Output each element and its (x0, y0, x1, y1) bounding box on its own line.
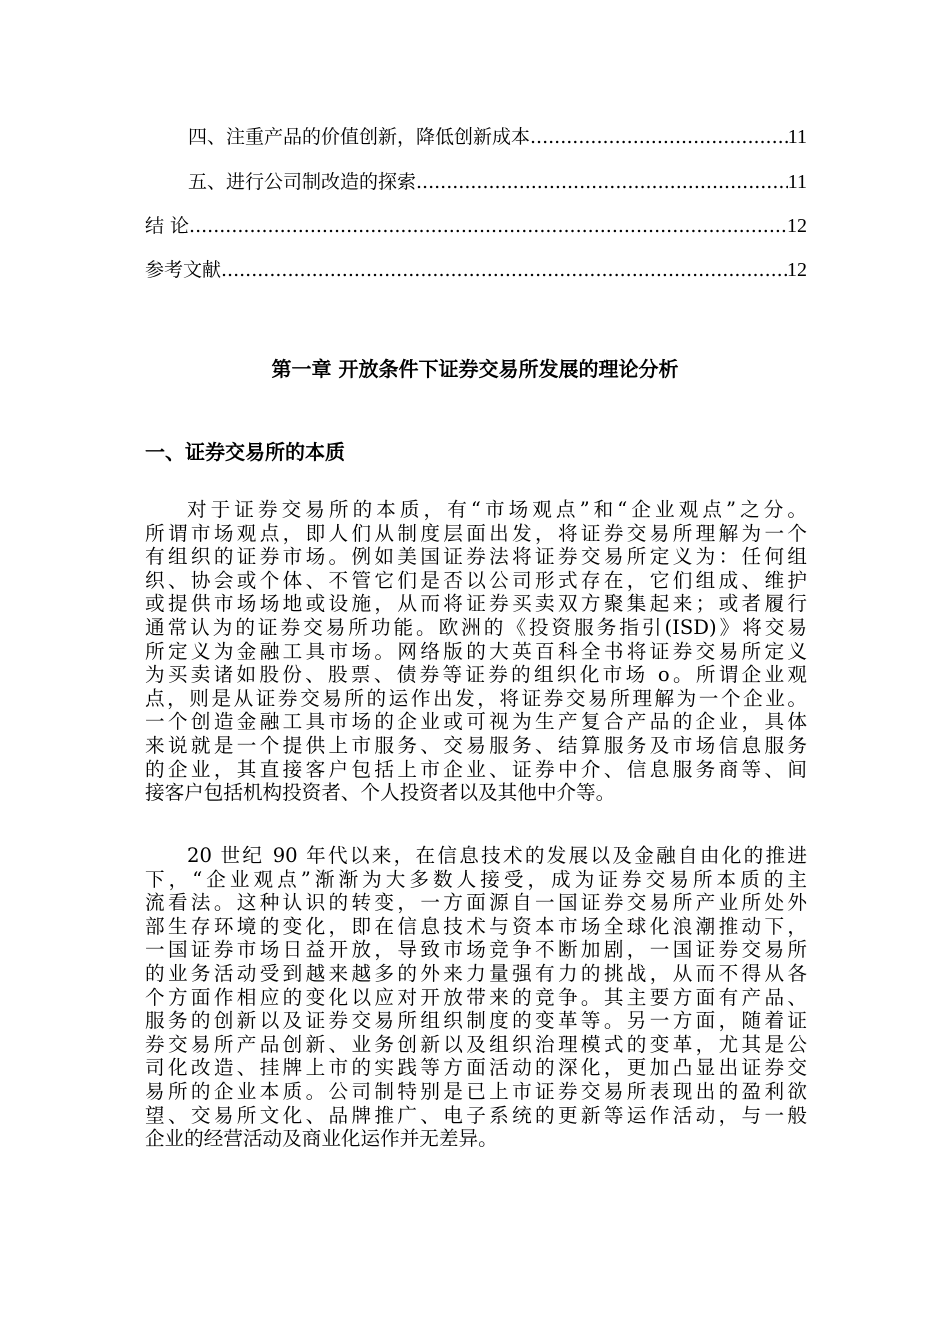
toc-entry[interactable] (188, 125, 807, 149)
paragraph-line: 的企业，其直接客户包括上市企业、证券中介、信息服务商等、间 (145, 757, 807, 781)
paragraph-line: 司化改造、挂牌上市的实践等方面活动的深化，更加凸显出证券交 (145, 1056, 807, 1080)
paragraph-line: 下，“企业观点”渐渐为大多数人接受，成为证券交易所本质的主 (145, 867, 807, 891)
paragraph-line: 织、协会或个体、不管它们是否以公司形式存在，它们组成、维护 (145, 568, 807, 592)
paragraph-line: 券交易所产品创新、业务创新以及组织治理模式的变革，尤其是公 (145, 1032, 807, 1056)
section-title: 一、证券交易所的本质 (145, 440, 345, 464)
paragraph-line: 来说就是一个提供上市服务、交易服务、结算服务及市场信息服务 (145, 733, 807, 757)
paragraph-line: 部生存环境的变化，即在信息技术与资本市场全球化浪潮推动下， (145, 914, 807, 938)
paragraph-line: 望、交易所文化、品牌推广、电子系统的更新等运作活动，与一般 (145, 1103, 807, 1127)
toc-leader-dots (416, 170, 788, 194)
paragraph-line: 易所的企业本质。公司制特别是已上市证券交易所表现出的盈利欲 (145, 1079, 807, 1103)
paragraph-line: 一国证券市场日益开放，导致市场竞争不断加剧，一国证券交易所 (145, 938, 807, 962)
paragraph-line: 20 世纪 90 年代以来，在信息技术的发展以及金融自由化的推进 (187, 844, 807, 867)
paragraph-1 (145, 498, 807, 805)
paragraph-line: 所谓市场观点，即人们从制度层面出发，将证券交易所理解为一个 (145, 521, 807, 545)
paragraph-line: 通常认为的证券交易所功能。欧洲的《投资服务指引(ISD)》将交易 (145, 615, 807, 639)
paragraph-line: 所定义为金融工具市场。网络版的大英百科全书将证券交易所定义 (145, 639, 807, 663)
toc-entry-page: 12 (787, 215, 807, 237)
toc-entry-page: 11 (787, 171, 807, 193)
toc-entry[interactable] (188, 170, 807, 194)
paragraph-line: 有组织的证券市场。例如美国证券法将证券交易所定义为：任何组 (145, 545, 807, 569)
paragraph-line: 企业的经营活动及商业化运作并无差异。 (145, 1127, 498, 1151)
toc-leader-dots (189, 214, 787, 238)
toc-entry-label: 四、注重产品的价值创新，降低创新成本 (188, 126, 531, 148)
toc-entry-page: 11 (787, 126, 807, 148)
toc-entry[interactable] (145, 258, 807, 282)
paragraph-line: 的业务活动受到越来越多的外来力量强有力的挑战，从而不得从各 (145, 961, 807, 985)
toc-entry-label: 五、进行公司制改造的探索 (188, 171, 417, 193)
toc-leader-dots (530, 125, 788, 149)
paragraph-line: 点，则是从证券交易所的运作出发，将证券交易所理解为一个企业。 (145, 686, 807, 710)
toc-entry-label: 结 论 (145, 215, 190, 237)
paragraph-line: 个方面作相应的变化以应对开放带来的竞争。其主要方面有产品、 (145, 985, 807, 1009)
chapter-title: 第一章 开放条件下证券交易所发展的理论分析 (271, 357, 679, 381)
paragraph-line: 流看法。这种认识的转变，一方面源自一国证券交易所产业所处外 (145, 891, 807, 915)
paragraph-line: 接客户包括机构投资者、个人投资者以及其他中介等。 (145, 781, 616, 805)
toc-entry-label: 参考文献 (145, 259, 222, 281)
paragraph-line: 为买卖诸如股份、股票、债券等证券的组织化市场 o。所谓企业观 (145, 663, 807, 687)
paragraph-line: 服务的创新以及证券交易所组织制度的变革等。另一方面，随着证 (145, 1009, 807, 1033)
toc-entry-page: 12 (787, 259, 807, 281)
paragraph-line: 一个创造金融工具市场的企业或可视为生产复合产品的企业，具体 (145, 710, 807, 734)
paragraph-line: 或提供市场场地或设施，从而将证券买卖双方聚集起来；或者履行 (145, 592, 807, 616)
toc-leader-dots (221, 258, 787, 282)
paragraph-line: 对于证券交易所的本质，有“市场观点”和“企业观点”之分。 (187, 498, 807, 521)
paragraph-2 (145, 844, 807, 1151)
toc-entry[interactable] (145, 214, 807, 238)
